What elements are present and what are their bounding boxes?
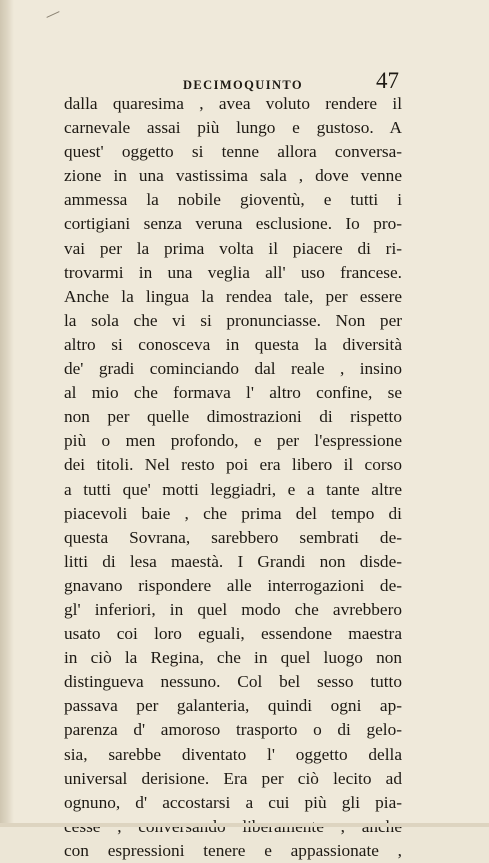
text-line: usato coi loro eguali, essendone maestra <box>64 624 402 644</box>
text-line: dalla quaresima , avea voluto rendere il <box>64 94 402 113</box>
text-line: cortigiani senza veruna esclusione. Io pro- <box>64 214 402 234</box>
text-line: questa Sovrana, sarebbero sembrati de- <box>64 527 402 547</box>
text-line: universal derisione. Era per ciò lecito ad <box>64 768 402 788</box>
running-head: DECIMOQUINTO <box>183 78 304 92</box>
text-line: vai per la prima volta il piacere di ri- <box>64 238 402 258</box>
text-line: non per quelle dimostrazioni di rispetto <box>64 407 402 427</box>
text-line: zione in una vastissima sala , dove venne <box>64 166 402 186</box>
text-line: carnevale assai più lungo e gustoso. A <box>64 118 402 138</box>
text-line: passava per galanteria, quindi ogni ap- <box>64 696 402 716</box>
text-line: parenza d' amoroso trasporto o di gelo- <box>64 720 402 740</box>
text-line: quest' oggetto si tenne allora conversa- <box>64 142 402 162</box>
text-line: ammessa la nobile gioventù, e tutti i <box>64 190 402 210</box>
text-line: sia, sarebbe diventato l' oggetto della <box>64 744 402 764</box>
ink-mark <box>46 11 59 18</box>
text-line: ognuno, d' accostarsi a cui più gli pia- <box>64 792 402 812</box>
page-binding-edge <box>0 0 14 827</box>
text-line: più o men profondo, e per l'espressione <box>64 431 402 451</box>
text-line: gnavano rispondere alle interrogazioni de- <box>64 575 402 595</box>
text-line: litti di lesa maestà. I Grandi non disde- <box>64 551 402 571</box>
text-line: distingueva nessuno. Col bel sesso tutto <box>64 672 402 692</box>
text-line: piacevoli baie , che prima del tempo di <box>64 503 402 523</box>
text-line: gl' inferiori, in quel modo che avrebbero <box>64 599 402 619</box>
text-line: altro si conosceva in questa la diversità <box>64 334 402 354</box>
text-line: Anche la lingua la rendea tale, per essere <box>64 286 402 306</box>
page-bottom-edge <box>0 823 489 827</box>
text-line: trovarmi in una veglia all' uso francese. <box>64 262 402 282</box>
page-number: 47 <box>376 68 399 93</box>
text-line: con espressioni tenere e appassionate , <box>64 840 402 860</box>
body-text <box>64 92 402 863</box>
page-header <box>0 68 489 94</box>
text-line: dei titoli. Nel resto poi era libero il corso <box>64 455 402 475</box>
text-line: al mio che formava l' altro confine, se <box>64 383 402 403</box>
text-line: la sola che vi si pronunciasse. Non per <box>64 310 402 330</box>
text-line: a tutti que' motti leggiadri, e a tante altre <box>64 479 402 499</box>
text-line: de' gradi cominciando dal reale , insino <box>64 359 402 379</box>
text-line: in ciò la Regina, che in quel luogo non <box>64 648 402 668</box>
